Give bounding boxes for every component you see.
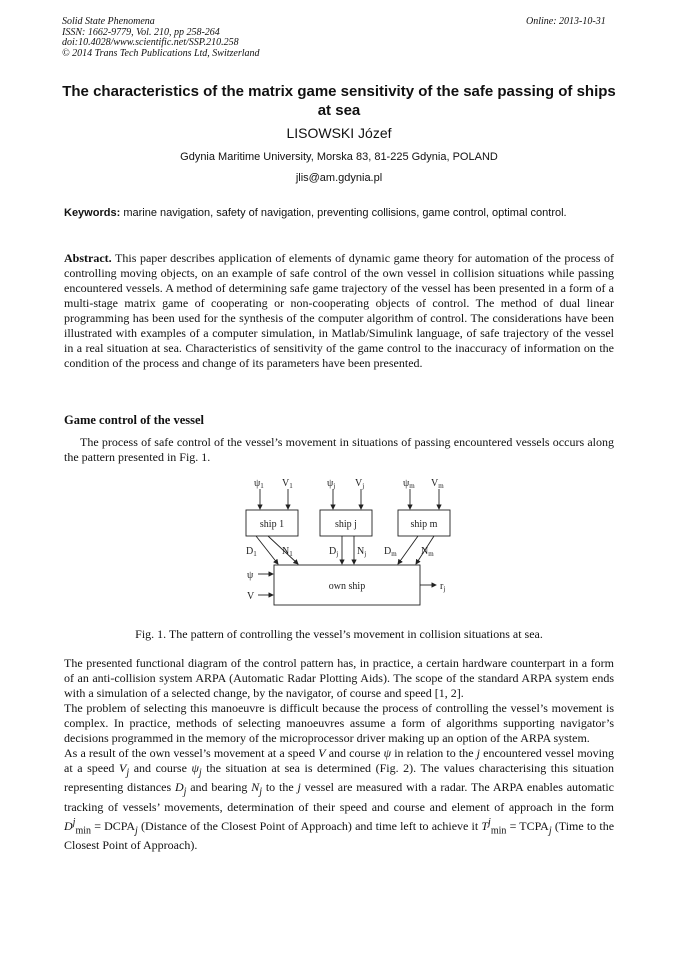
- keywords-text: marine navigation, safety of navigation, preventing collisions, game control, optimal control.: [123, 207, 567, 219]
- abstract: [64, 251, 614, 371]
- paragraph-2: The problem of selecting this manoeuvre is difficult because the process of controlling the vessel’s movement is complex. In practice, methods of selecting manoeuvres assume a form of algorithms supporting navigator’s decisions programmed in the memory of the microprocessor driver making up an option of the ARPA system.: [64, 701, 614, 745]
- abstract-text: This paper describes application of elements of dynamic game theory for automation of the process of controlling moving objects, on an example of safe control of the own vessel in collision situations while passing encountered vessels. A method of determining safe game trajectory of the vessel has been presented in a form of a multi-stage matrix game of cooperating or non-cooperating objects of control. The method of dual linear programming has been used for the synthesis of the computer algorithm of control. The considerations have been illustrated with examples of a computer simulation, in Matlab/Simulink language, of safe trajectory of the vessel in a real situation at sea. Characteristics of sensitivity of the game control to the inaccuracy of information on the condition of the process and change of its parameters have been presented.: [64, 251, 614, 370]
- paragraph-1: The presented functional diagram of the control pattern has, in practice, a certain hardware counterpart in a form of an anti-collision system ARPA (Automatic Radar Plotting Aids). The scope of the standard ARPA system ends with a simulation of a selected change, by the navigator, of course and speed [1, 2].: [64, 656, 614, 700]
- formula-dcpa: $D^j_{min}$ = $DCPA_j$: [64, 816, 138, 837]
- arrow-d1: [256, 536, 278, 564]
- label-n-m: $N_m$: [421, 546, 434, 558]
- label-v-m: $V_m$: [431, 478, 444, 490]
- doi: doi:10.4028/www.scientific.net/SSP.210.258: [62, 37, 239, 48]
- body-text: [64, 656, 614, 853]
- label-d-m: $D_m$: [384, 546, 397, 558]
- online-date: Online: 2013-10-31: [526, 16, 606, 27]
- paper-title: The characteristics of the matrix game sensitivity of the safe passing of ships at sea: [62, 83, 616, 119]
- affiliation: Gdynia Maritime University, Morska 83, 81-225 Gdynia, POLAND: [180, 151, 498, 163]
- ship-1-label: ship 1: [259, 519, 285, 530]
- label-v-1: $V_1$: [282, 478, 293, 490]
- label-psi-1: $\psi_1$: [254, 478, 264, 490]
- section-intro: The process of safe control of the vessel’s movement in situations of passing encountered vessels occurs along the pattern presented in Fig. 1.: [64, 435, 614, 464]
- journal-name: Solid State Phenomena: [62, 16, 155, 27]
- label-d-j: $D_j$: [329, 546, 339, 558]
- figure-1-caption: Fig. 1. The pattern of controlling the vessel’s movement in collision situations at sea.: [135, 627, 543, 641]
- copyright: © 2014 Trans Tech Publications Ltd, Switzerland: [62, 47, 260, 59]
- figure-1-diagram: [238, 475, 458, 610]
- label-psi: ψ: [247, 570, 254, 581]
- label-v-j: $V_j$: [355, 478, 365, 490]
- label-psi-j: $\psi_j$: [327, 478, 336, 490]
- email: jlis@am.gdynia.pl: [295, 172, 383, 184]
- label-psi-m: $\psi_m$: [403, 478, 415, 490]
- formula-tcpa: $T^j_{min}$ = $TCPA_j$: [481, 816, 552, 837]
- keywords-label: Keywords:: [64, 207, 121, 219]
- ship-j-label: ship j: [335, 519, 357, 530]
- arrow-dm: [398, 536, 418, 564]
- label-d-1: $D_1$: [246, 546, 257, 558]
- own-ship-label: own ship: [328, 581, 366, 592]
- label-n-1: $N_1$: [282, 546, 293, 558]
- ship-m-label: ship m: [410, 519, 438, 530]
- journal-info: [62, 17, 260, 59]
- label-n-j: $N_j$: [357, 546, 367, 558]
- abstract-label: Abstract.: [64, 251, 112, 265]
- issn: ISSN: 1662-9779, Vol. 210, pp 258-264: [62, 26, 220, 38]
- author: LISOWSKI Józef: [286, 125, 392, 141]
- keywords: [64, 206, 614, 221]
- label-v: V: [247, 591, 255, 602]
- label-r-j: $r_j$: [440, 581, 446, 593]
- paragraph-3: As a result of the own vessel’s movement at a speed V and course ψ in relation to the j encountered vessel moving at a speed $V_j$ and course $\psi_j$ the situation at sea is determined (Fig. 2). The values characterising this situation representing distances $D_j$ and bearing $N_j$ to the j vessel are measured with a radar. The ARPA enables automatic tracking of vessels’ movements, determination of their speed and course and element of approach in the form $D^j_{min}$ = $DCPA_j$ (Distance of the Closest Point of Approach) and time left to achieve it $T^j_{min}$ = $TCPA_j$ (Time to the Closest Point of Approach).: [64, 746, 615, 853]
- section-heading: Game control of the vessel: [64, 413, 205, 427]
